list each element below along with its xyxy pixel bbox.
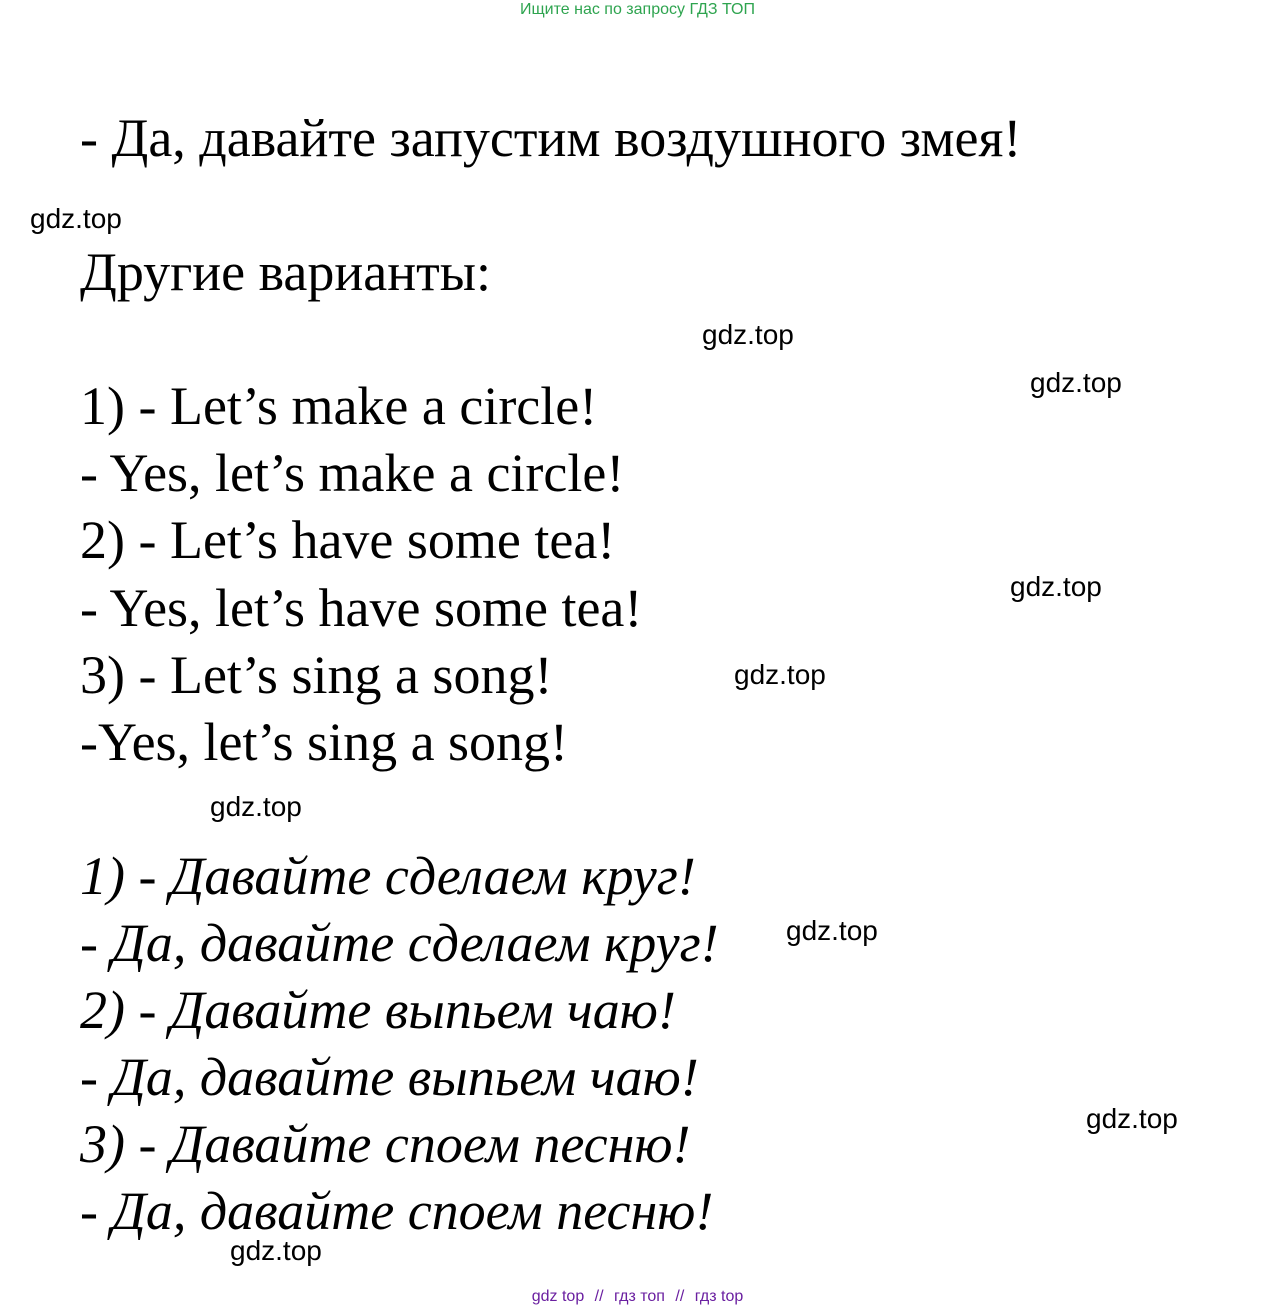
russian-line: 3) - Давайте споем песню!	[80, 1114, 691, 1174]
russian-line: - Да, давайте сделаем круг!	[80, 913, 719, 973]
watermark: gdz.top	[786, 915, 878, 946]
russian-line: - Да, давайте споем песню!	[80, 1181, 714, 1241]
footer-link-gdz-top-ru[interactable]: гдз топ	[614, 1288, 665, 1305]
english-line: 1) - Let’s make a circle!	[80, 376, 598, 436]
watermark: gdz.top	[702, 319, 794, 350]
english-line: - Yes, let’s make a circle!	[80, 443, 625, 503]
watermark: gdz.top	[734, 659, 826, 690]
russian-line: - Да, давайте выпьем чаю!	[80, 1047, 699, 1107]
english-line: 3) - Let’s sing a song!	[80, 645, 553, 705]
watermark: gdz.top	[30, 203, 122, 234]
russian-line: 1) - Давайте сделаем круг!	[80, 846, 696, 906]
russian-line: 2) - Давайте выпьем чаю!	[80, 980, 676, 1040]
english-line: 2) - Let’s have some tea!	[80, 510, 616, 570]
watermark: gdz.top	[1030, 367, 1122, 398]
english-line: - Yes, let’s have some tea!	[80, 578, 643, 638]
watermark: gdz.top	[230, 1235, 322, 1266]
footer-link-gdz-top[interactable]: gdz top	[531, 1288, 585, 1305]
intro-line: - Да, давайте запустим воздушного змея!	[80, 108, 1022, 168]
footer-separator: //	[594, 1288, 604, 1305]
footer-links	[0, 1288, 1275, 1306]
footer-separator: //	[675, 1288, 685, 1305]
english-line: -Yes, let’s sing a song!	[80, 712, 569, 772]
watermark: gdz.top	[210, 791, 302, 822]
watermark: gdz.top	[1010, 571, 1102, 602]
page-heading: Другие варианты:	[80, 242, 492, 302]
watermark: gdz.top	[1086, 1103, 1178, 1134]
footer-link-gdz-top-mixed[interactable]: гдз top	[694, 1288, 744, 1305]
search-hint-banner: Ищите нас по запросу ГДЗ ТОП	[520, 1, 755, 18]
